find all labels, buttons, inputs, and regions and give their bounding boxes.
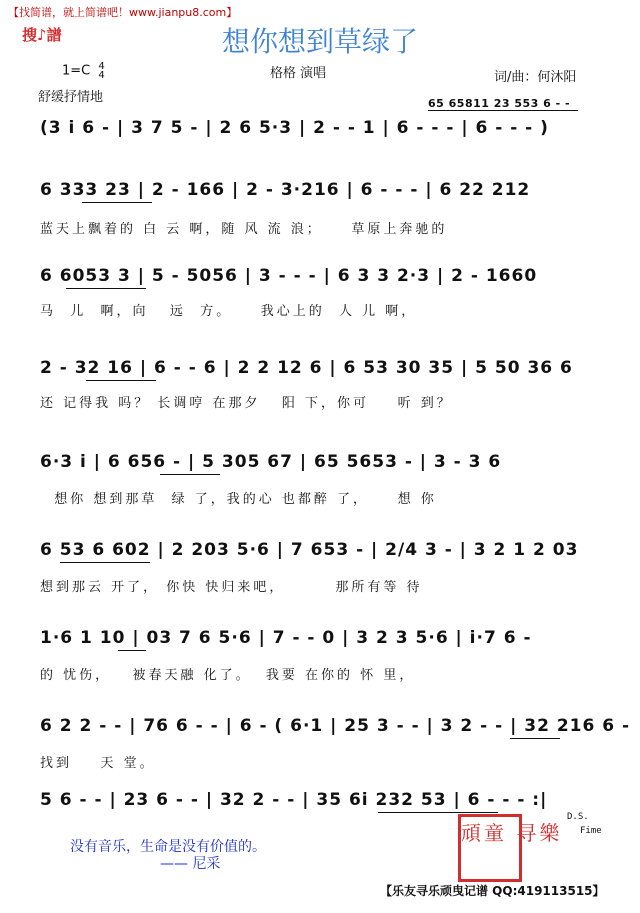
score-row-6-lyrics: 想到那云 开了， 你快 快归来吧， 那所有等 待 — [40, 580, 423, 595]
score-row-5-beam — [160, 474, 220, 475]
fine-mark: Fime — [580, 826, 602, 836]
score-row-7-lyrics: 的 忧伤， 被春天融 化了。 我要 在你的 怀 里， — [40, 668, 416, 683]
score-row-7-beam — [118, 650, 146, 651]
singer-credit: 格格 演唱 — [270, 66, 327, 81]
quote-author: —— 尼采 — [160, 856, 221, 872]
score-row-9-beam — [378, 812, 498, 813]
composer-credit: 词/曲：何沐阳 — [494, 70, 577, 85]
key-label: 1=C — [62, 63, 91, 79]
score-row-1-notes: (3 i 6 - | 3 7 5 - | 2 6 5·3 | 2 - - 1 | 6 - - - | 6 - - - ) — [40, 118, 549, 138]
score-row-8-notes: 6 2 2 - - | 76 6 - - | 6 - ( 6·1 | 25 3 - - | 3 2 - - | 32 216 6 - — [40, 716, 631, 736]
key-signature — [62, 62, 105, 80]
score-row-2-notes: 6 333 23 | 2 - 166 | 2 - 3·216 | 6 - - - | 6 22 212 — [40, 180, 531, 200]
score-row-2-lyrics: 蓝天上飘着的 白 云 啊，随 风 流 浪； 草原上奔驰的 — [40, 222, 448, 237]
score-row-3-beam — [66, 288, 146, 289]
score-row-4-notes: 2 - 32 16 | 6 - - 6 | 2 2 12 6 | 6 53 30 35 | 5 50 36 6 — [40, 358, 573, 378]
site-logo-text: 搜♪譜 — [22, 26, 62, 44]
time-signature-top: 4 — [98, 61, 105, 72]
score-row-3-lyrics: 马 儿 啊，向 远 方。 我心上的 人 儿 啊， — [40, 304, 418, 319]
footer-credit: 【乐友寻乐顽曳记谱 QQ:419113515】 — [380, 884, 605, 898]
time-signature-bottom: 4 — [98, 70, 105, 81]
score-row-5-notes: 6·3 i | 6 656 - | 5 305 67 | 65 5653 - | 3 - 3 6 — [40, 452, 502, 472]
score-row-9-notes: 5 6 - - | 23 6 - - | 32 2 - - | 35 6i 232 53 | 6 - - - :| — [40, 790, 548, 810]
score-row-4-beam — [86, 380, 156, 381]
dal-segno-mark: D.S. — [567, 812, 589, 822]
score-row-6-beam — [60, 562, 150, 563]
song-title: 想你想到草绿了 — [221, 25, 418, 58]
score-row-7-notes: 1·6 1 10 | 03 7 6 5·6 | 7 - - 0 | 3 2 3 5·6 | i·7 6 - — [40, 628, 532, 648]
source-banner[interactable]: 【找简谱，就上简谱吧！www.jianpu8.com】 — [8, 6, 238, 19]
red-seal-stamp — [458, 814, 563, 882]
score-row-2-beam — [82, 202, 152, 203]
upper-voice-beam — [428, 110, 578, 111]
seal-text: 頑童 寻樂 — [461, 821, 563, 845]
score-row-6-notes: 6 53 6 602 | 2 203 5·6 | 7 653 - | 2/4 3 - | 3 2 1 2 03 — [40, 540, 579, 560]
score-row-3-notes: 6 6053 3 | 5 - 5056 | 3 - - - | 6 3 3 2·3 | 2 - 1660 — [40, 266, 538, 286]
score-row-8-lyrics: 找到 天 堂。 — [40, 756, 156, 771]
score-row-4-lyrics: 还 记得我 吗？ 长调哼 在那夕 阳 下，你可 听 到？ — [40, 396, 453, 411]
score-row-8-beam — [510, 738, 560, 739]
quote-text: 没有音乐，生命是没有价值的。 — [70, 839, 266, 855]
tempo-mark: 舒缓抒情地 — [38, 90, 104, 105]
score-row-5-lyrics: 想你 想到那草 绿 了，我的心 也都醉 了， 想 你 — [40, 492, 437, 507]
upper-voice-notes: 65 65811 23 553 6 - - — [428, 97, 571, 110]
time-signature — [98, 62, 104, 80]
